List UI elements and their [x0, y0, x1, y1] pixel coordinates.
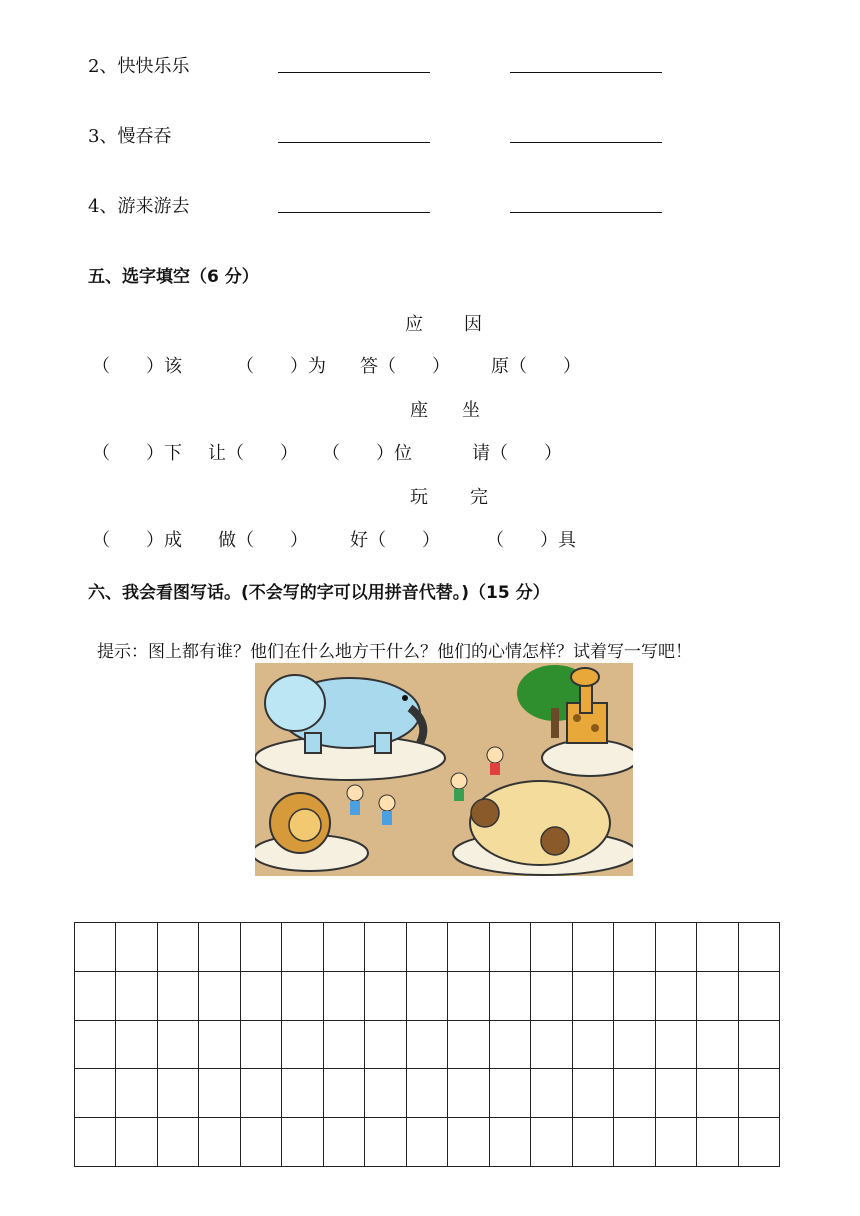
grid-cell[interactable] — [448, 1118, 489, 1167]
grid-cell[interactable] — [489, 1020, 530, 1069]
grid-cell[interactable] — [572, 1020, 613, 1069]
fill-blank[interactable]: 让（ ） — [208, 443, 298, 464]
grid-cell[interactable] — [738, 1118, 780, 1167]
fill-blank[interactable]: 做（ ） — [218, 530, 308, 551]
grid-cell[interactable] — [448, 971, 489, 1020]
grid-cell[interactable] — [697, 1069, 738, 1118]
grid-cell[interactable] — [157, 1069, 198, 1118]
grid-cell[interactable] — [738, 923, 780, 972]
grid-cell[interactable] — [240, 971, 281, 1020]
grid-cell[interactable] — [282, 1069, 323, 1118]
grid-cell[interactable] — [240, 1069, 281, 1118]
answer-line-3b[interactable] — [510, 142, 662, 143]
grid-cell[interactable] — [697, 1118, 738, 1167]
grid-cell[interactable] — [448, 1069, 489, 1118]
grid-cell[interactable] — [157, 971, 198, 1020]
grid-cell[interactable] — [655, 1069, 696, 1118]
fill-blank[interactable]: （ ）具 — [486, 530, 576, 551]
grid-cell[interactable] — [240, 923, 281, 972]
char-choice-6: 完 — [470, 487, 488, 508]
item-2-label: 2、快快乐乐 — [88, 56, 190, 77]
grid-cell[interactable] — [365, 923, 406, 972]
grid-row — [75, 1069, 780, 1118]
grid-cell[interactable] — [323, 1020, 364, 1069]
grid-cell[interactable] — [738, 971, 780, 1020]
writing-grid[interactable] — [74, 922, 780, 1167]
grid-cell[interactable] — [448, 1020, 489, 1069]
grid-cell[interactable] — [531, 1069, 572, 1118]
fill-blank[interactable]: （ ）下 — [92, 443, 182, 464]
grid-cell[interactable] — [572, 971, 613, 1020]
grid-cell[interactable] — [655, 1118, 696, 1167]
grid-cell[interactable] — [614, 923, 655, 972]
grid-cell[interactable] — [531, 1020, 572, 1069]
grid-cell[interactable] — [697, 971, 738, 1020]
grid-cell[interactable] — [531, 971, 572, 1020]
fill-blank[interactable]: （ ）该 — [92, 356, 182, 377]
char-choice-5: 玩 — [410, 487, 428, 508]
grid-cell[interactable] — [614, 1069, 655, 1118]
grid-cell[interactable] — [157, 1118, 198, 1167]
answer-line-2a[interactable] — [278, 72, 430, 73]
grid-cell[interactable] — [116, 1118, 157, 1167]
grid-cell[interactable] — [406, 1069, 447, 1118]
grid-cell[interactable] — [738, 1020, 780, 1069]
item-3-label: 3、慢吞吞 — [88, 126, 172, 147]
section5-heading: 五、选字填空（6 分） — [88, 267, 259, 287]
grid-cell[interactable] — [75, 971, 116, 1020]
grid-row — [75, 1118, 780, 1167]
grid-cell[interactable] — [614, 971, 655, 1020]
grid-cell[interactable] — [572, 1118, 613, 1167]
grid-cell[interactable] — [489, 1069, 530, 1118]
grid-cell[interactable] — [614, 1118, 655, 1167]
grid-cell[interactable] — [406, 971, 447, 1020]
grid-row — [75, 923, 780, 972]
grid-cell[interactable] — [738, 1069, 780, 1118]
grid-cell[interactable] — [489, 1118, 530, 1167]
grid-cell[interactable] — [116, 923, 157, 972]
grid-cell[interactable] — [323, 1118, 364, 1167]
fill-blank[interactable]: （ ）位 — [322, 443, 412, 464]
grid-cell[interactable] — [199, 923, 240, 972]
grid-cell[interactable] — [531, 1118, 572, 1167]
grid-cell[interactable] — [199, 1069, 240, 1118]
grid-cell[interactable] — [282, 1118, 323, 1167]
grid-cell[interactable] — [323, 1069, 364, 1118]
fill-blank[interactable]: 原（ ） — [491, 356, 581, 377]
grid-cell[interactable] — [365, 1069, 406, 1118]
grid-cell[interactable] — [448, 923, 489, 972]
grid-cell[interactable] — [282, 971, 323, 1020]
char-choice-4: 坐 — [462, 400, 480, 421]
grid-cell[interactable] — [572, 1069, 613, 1118]
fill-blank[interactable]: 好（ ） — [350, 530, 440, 551]
grid-cell[interactable] — [116, 1020, 157, 1069]
answer-line-3a[interactable] — [278, 142, 430, 143]
grid-cell[interactable] — [75, 1118, 116, 1167]
grid-cell[interactable] — [240, 1118, 281, 1167]
grid-cell[interactable] — [697, 1020, 738, 1069]
grid-cell[interactable] — [614, 1020, 655, 1069]
grid-cell[interactable] — [323, 971, 364, 1020]
char-choice-3: 座 — [410, 400, 428, 421]
grid-cell[interactable] — [655, 971, 696, 1020]
writing-hint: 提示：图上都有谁？他们在什么地方干什么？他们的心情怎样？试着写一写吧！ — [97, 642, 692, 662]
fill-blank[interactable]: （ ）成 — [92, 530, 182, 551]
answer-line-2b[interactable] — [510, 72, 662, 73]
grid-cell[interactable] — [365, 971, 406, 1020]
grid-cell[interactable] — [406, 1118, 447, 1167]
grid-cell[interactable] — [489, 923, 530, 972]
grid-cell[interactable] — [406, 923, 447, 972]
grid-cell[interactable] — [282, 923, 323, 972]
grid-row — [75, 971, 780, 1020]
grid-cell[interactable] — [157, 1020, 198, 1069]
grid-cell[interactable] — [157, 923, 198, 972]
fill-blank[interactable]: 答（ ） — [360, 356, 450, 377]
grid-cell[interactable] — [75, 923, 116, 972]
grid-cell[interactable] — [655, 1020, 696, 1069]
item-4-label: 4、游来游去 — [88, 196, 190, 217]
grid-cell[interactable] — [489, 971, 530, 1020]
grid-cell[interactable] — [116, 1069, 157, 1118]
grid-cell[interactable] — [365, 1118, 406, 1167]
fill-blank[interactable]: 请（ ） — [472, 443, 562, 464]
grid-cell[interactable] — [365, 1020, 406, 1069]
grid-cell[interactable] — [199, 1020, 240, 1069]
grid-cell[interactable] — [655, 923, 696, 972]
grid-cell[interactable] — [240, 1020, 281, 1069]
fill-blank[interactable]: （ ）为 — [236, 356, 326, 377]
grid-cell[interactable] — [199, 971, 240, 1020]
grid-cell[interactable] — [323, 923, 364, 972]
section6-heading: 六、我会看图写话。(不会写的字可以用拼音代替。)（15 分） — [88, 583, 550, 603]
grid-cell[interactable] — [75, 1069, 116, 1118]
grid-cell[interactable] — [531, 923, 572, 972]
grid-cell[interactable] — [406, 1020, 447, 1069]
grid-cell[interactable] — [116, 971, 157, 1020]
grid-cell[interactable] — [199, 1118, 240, 1167]
answer-line-4a[interactable] — [278, 212, 430, 213]
char-choice-2: 因 — [464, 314, 482, 335]
answer-line-4b[interactable] — [510, 212, 662, 213]
grid-cell[interactable] — [697, 923, 738, 972]
grid-row — [75, 1020, 780, 1069]
grid-cell[interactable] — [75, 1020, 116, 1069]
zoo-scene-illustration — [255, 663, 633, 876]
grid-cell[interactable] — [282, 1020, 323, 1069]
char-choice-1: 应 — [405, 314, 423, 335]
grid-cell[interactable] — [572, 923, 613, 972]
